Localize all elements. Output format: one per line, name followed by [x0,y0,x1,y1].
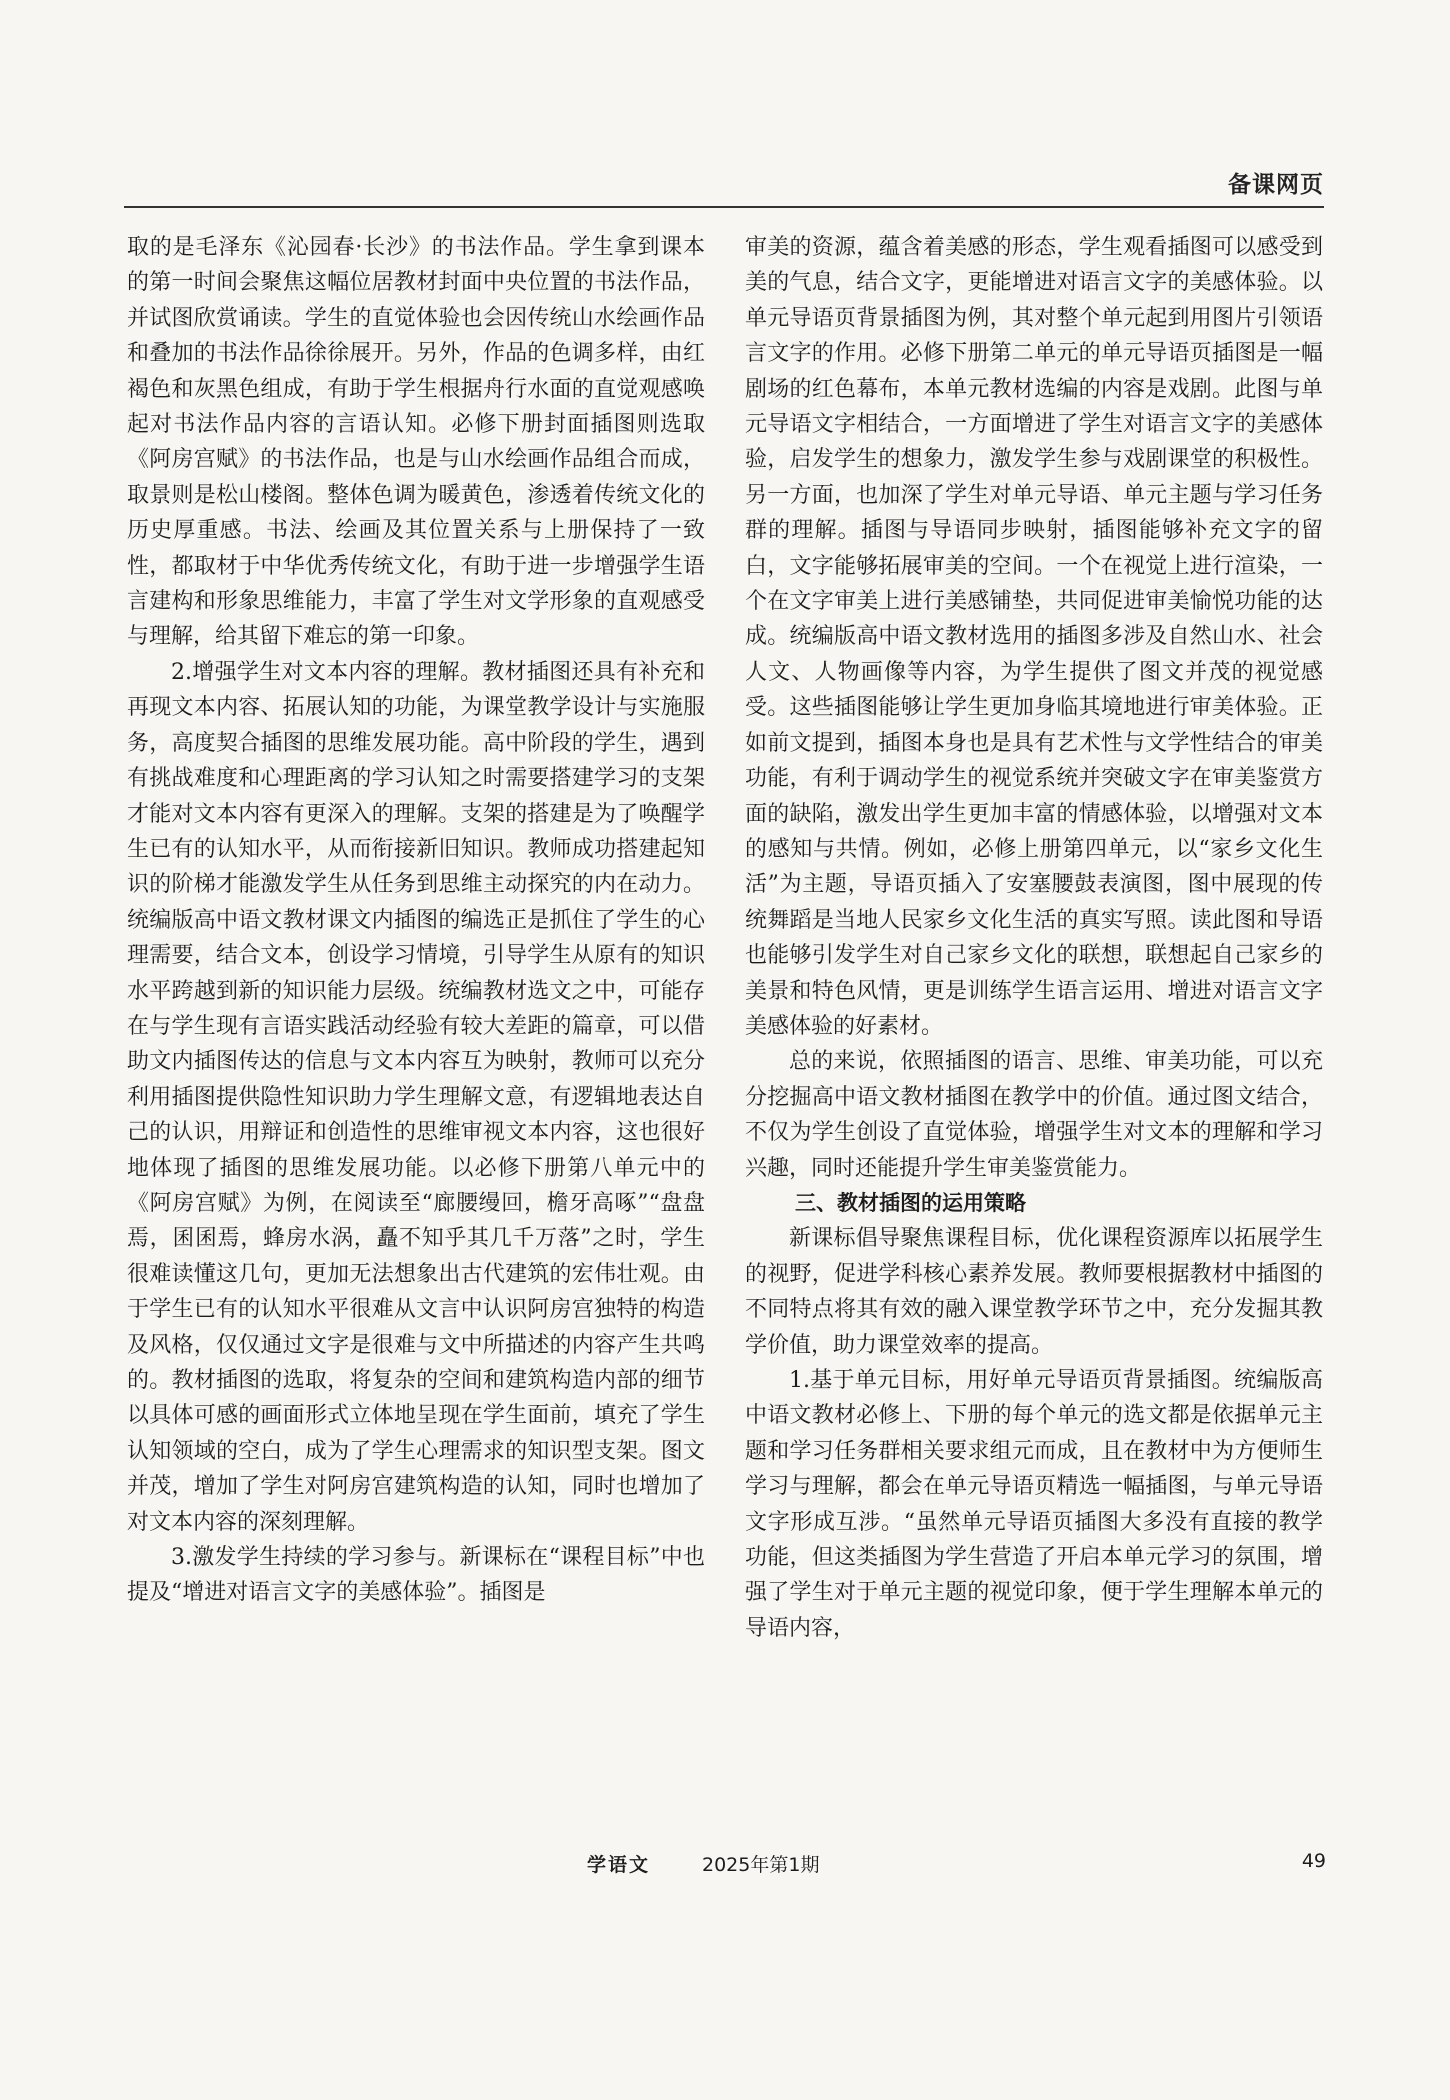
section-heading: 三、教材插图的运用策略 [795,1190,1026,1215]
paragraph: 2.增强学生对文本内容的理解。教材插图还具有补充和再现文本内容、拓展认知的功能，为课堂教学设计与实施服务，高度契合插图的思维发展功能。高中阶段的学生，遇到有挑战难度和心理距离的学习认知之时需要搭建学习的支架才能对文本内容有更深入的理解。支架的搭建是为了唤醒学生已有的认知水平，从而衔接新旧知识。教师成功搭建起知识的阶梯才能激发学生从任务到思维主动探究的内在动力。统编版高中语文教材课文内插图的编选正是抓住了学生的心理需要，结合文本，创设学习情境，引导学生从原有的知识水平跨越到新的知识能力层级。统编教材选文之中，可能存在与学生现有言语实践活动经验有较大差距的篇章，可以借助文内插图传达的信息与文本内容互为映射，教师可以充分利用插图提供隐性知识助力学生理解文意，有逻辑地表达自己的认识，用辩证和创造性的思维审视文本内容，这也很好地体现了插图的思维发展功能。以必修下册第八单元中的《阿房宫赋》为例，在阅读至“廊腰缦回，檐牙高啄”“盘盘焉，囷囷焉，蜂房水涡，矗不知乎其几千万落”之时，学生很难读懂这几句，更加无法想象出古代建筑的宏伟壮观。由于学生已有的认知水平很难从文言中认识阿房宫独特的构造及风格，仅仅通过文字是很难与文中所描述的内容产生共鸣的。教材插图的选取，将复杂的空间和建筑构造内部的细节以具体可感的画面形式立体地呈现在学生面前，填充了学生认知领域的空白，成为了学生心理需求的知识型支架。图文并茂，增加了学生对阿房宫建筑构造的认知，同时也增加了对文本内容的深刻理解。 [127,659,705,1535]
paragraph: 1.基于单元目标，用好单元导语页背景插图。统编版高中语文教材必修上、下册的每个单元的选文都是依据单元主题和学习任务群相关要求组元而成，且在教材中为方便师生学习与理解，都会在单元导语页精选一幅插图，与单元导语文字形成互涉。“虽然单元导语页插图大多没有直接的教学功能，但这类插图为学生营造了开启本单元学习的氛围，增强了学生对于单元主题的视觉印象，便于学生理解本单元的导语内容， [745,1368,1323,1641]
paragraph: 新课标倡导聚焦课程目标，优化课程资源库以拓展学生的视野，促进学科核心素养发展。教师要根据教材中插图的不同特点将其有效的融入课堂教学环节之中，充分发掘其教学价值，助力课堂效率的提高。 [745,1226,1323,1358]
page-footer [0,1850,1450,1880]
paragraph: 审美的资源，蕴含着美感的形态，学生观看插图可以感受到美的气息，结合文字，更能增进对语言文字的美感体验。以单元导语页背景插图为例，其对整个单元起到用图片引领语言文字的作用。必修下册第二单元的单元导语页插图是一幅剧场的红色幕布，本单元教材选编的内容是戏剧。此图与单元导语文字相结合，一方面增进了学生对语言文字的美感体验，启发学生的想象力，激发学生参与戏剧课堂的积极性。另一方面，也加深了学生对单元导语、单元主题与学习任务群的理解。插图与导语同步映射，插图能够补充文字的留白，文字能够拓展审美的空间。一个在视觉上进行渲染，一个在文字审美上进行美感铺垫，共同促进审美愉悦功能的达成。统编版高中语文教材选用的插图多涉及自然山水、社会人文、人物画像等内容，为学生提供了图文并茂的视觉感受。这些插图能够让学生更加身临其境地进行审美体验。正如前文提到，插图本身也是具有艺术性与文学性结合的审美功能，有利于调动学生的视觉系统并突破文字在审美鉴赏方面的缺陷，激发出学生更加丰富的情感体验，以增强对文本的感知与共情。例如，必修上册第四单元，以“家乡文化生活”为主题，导语页插入了安塞腰鼓表演图，图中展现的传统舞蹈是当地人民家乡文化生活的真实写照。读此图和导语也能够引发学生对自己家乡文化的联想，联想起自己家乡的美景和特色风情，更是训练学生语言运用、增进对语言文字美感体验的好素材。 [745,235,1323,1039]
paragraph: 总的来说，依照插图的语言、思维、审美功能，可以充分挖掘高中语文教材插图在教学中的价值。通过图文结合，不仅为学生创设了直觉体验，增强学生对文本的理解和学习兴趣，同时还能提升学生审美鉴赏能力。 [745,1049,1323,1181]
paragraph: 3.激发学生持续的学习参与。新课标在“课程目标”中也提及“增进对语言文字的美感体验”。插图是 [127,1545,705,1606]
page-number: 49 [1301,1850,1326,1872]
journal-name: 学语文 [587,1854,651,1876]
paragraph: 取的是毛泽东《沁园春·长沙》的书法作品。学生拿到课本的第一时间会聚焦这幅位居教材封面中央位置的书法作品，并试图欣赏诵读。学生的直觉体验也会因传统山水绘画作品和叠加的书法作品徐徐展开。另外，作品的色调多样，由红褐色和灰黑色组成，有助于学生根据舟行水面的直觉观感唤起对书法作品内容的言语认知。必修下册封面插图则选取《阿房宫赋》的书法作品，也是与山水绘画作品组合而成，取景则是松山楼阁。整体色调为暖黄色，渗透着传统文化的历史厚重感。书法、绘画及其位置关系与上册保持了一致性，都取材于中华优秀传统文化，有助于进一步增强学生语言建构和形象思维能力，丰富了学生对文学形象的直观感受与理解，给其留下难忘的第一印象。 [127,235,705,650]
issue-label: 2025年第1期 [702,1854,820,1876]
column-label: 备课网页 [1228,172,1324,198]
left-column [127,230,705,1611]
right-column [745,230,1323,1646]
header-rule [124,206,1324,208]
